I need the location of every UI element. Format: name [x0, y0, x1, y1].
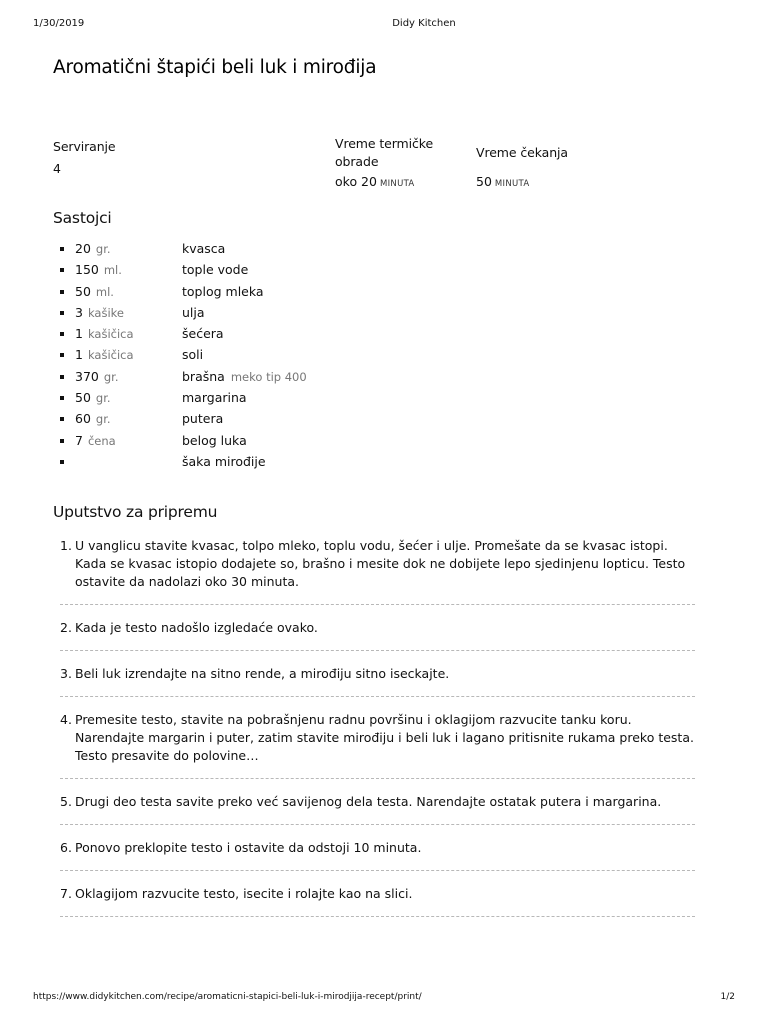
- servings-value: 4: [53, 161, 61, 176]
- ingredient-quantity: [75, 241, 111, 256]
- ingredient-unit: kašičica: [87, 348, 134, 363]
- ingredient-item: [60, 409, 460, 430]
- ingredient-amount: 3: [75, 304, 83, 320]
- ingredient-unit: ml.: [95, 284, 114, 299]
- cook-time-value: [335, 174, 415, 189]
- bullet-icon: [60, 396, 64, 400]
- ingredient-amount: 1: [75, 326, 83, 342]
- bullet-icon: [60, 332, 64, 336]
- step-number: 7.: [60, 886, 72, 901]
- ingredient-amount: 370: [75, 368, 99, 384]
- print-header-site: Didy Kitchen: [392, 18, 456, 29]
- ingredients-heading: Sastojci: [53, 209, 112, 227]
- bullet-icon: [60, 375, 64, 379]
- ingredient-amount: 50: [75, 283, 91, 299]
- ingredient-unit: gr.: [103, 369, 119, 384]
- ingredient-text: [182, 411, 229, 426]
- ingredient-text: [182, 369, 307, 384]
- ingredient-item: [60, 452, 460, 473]
- ingredient-text: [182, 284, 270, 299]
- ingredient-text: [182, 326, 230, 341]
- step-text: Drugi deo testa savite preko već savijenog dela testa. Narendajte ostatak putera i margarina.: [75, 794, 662, 809]
- ingredient-quantity: [75, 390, 111, 405]
- print-footer-page: 1/2: [720, 992, 735, 1002]
- ingredient-amount: 50: [75, 390, 91, 406]
- instructions-list: [60, 537, 695, 931]
- ingredient-item: [60, 282, 460, 303]
- ingredient-name: šećera: [182, 326, 224, 342]
- step-text: Premesite testo, stavite na pobrašnjenu radnu površinu i oklagijom razvucite tanku koru. Narendajte margarin i puter, zatim stavite mirođiju i beli luk i lagano pritisnite rukama preko testa. Testo presavite do polovine…: [75, 712, 694, 763]
- wait-time-value: [476, 174, 529, 189]
- wait-time-label: Vreme čekanja: [476, 145, 568, 160]
- ingredient-name: margarina: [182, 390, 247, 406]
- ingredient-quantity: [75, 305, 124, 320]
- ingredient-item: [60, 367, 460, 388]
- step-number: 6.: [60, 840, 72, 855]
- ingredient-unit: gr.: [95, 412, 111, 427]
- wait-time-amount: 50: [476, 174, 492, 189]
- ingredient-name: ulja: [182, 304, 205, 320]
- ingredient-text: [182, 390, 253, 405]
- ingredient-name: belog luka: [182, 432, 247, 448]
- instruction-step: [60, 839, 695, 871]
- ingredient-item: [60, 324, 460, 345]
- bullet-icon: [60, 311, 64, 315]
- ingredient-quantity: [75, 411, 111, 426]
- step-text: U vanglicu stavite kvasac, tolpo mleko, toplu vodu, šećer i ulje. Promešate da se kvasac istopi. Kada se kvasac istopio dodajete so, brašno i mesite dok ne dobijete lepo sjedinjenu lopticu. Testo ostavite da nadolazi oko 30 minuta.: [75, 538, 686, 589]
- ingredient-text: [182, 433, 253, 448]
- ingredient-note: meko tip 400: [230, 369, 307, 384]
- cook-time-unit: MINUTA: [379, 179, 415, 189]
- ingredient-item: [60, 388, 460, 409]
- step-number: 1.: [60, 538, 72, 553]
- ingredient-quantity: [75, 262, 122, 277]
- ingredient-item: [60, 303, 460, 324]
- ingredient-text: [182, 241, 231, 256]
- ingredient-unit: čena: [87, 433, 116, 448]
- step-number: 2.: [60, 620, 72, 635]
- ingredient-amount: 60: [75, 411, 91, 427]
- bullet-icon: [60, 290, 64, 294]
- cook-time-label: Vreme termičke obrade: [335, 136, 434, 169]
- wait-time-unit: MINUTA: [494, 179, 530, 189]
- step-number: 5.: [60, 794, 72, 809]
- instruction-step: [60, 793, 695, 825]
- recipe-title: Aromatični štapići beli luk i mirođija: [53, 57, 377, 78]
- ingredient-item: [60, 239, 460, 260]
- ingredient-unit: ml.: [103, 263, 122, 278]
- bullet-icon: [60, 353, 64, 357]
- print-footer-url[interactable]: https://www.didykitchen.com/recipe/aromaticni-stapici-beli-luk-i-mirodjija-recept/print/: [33, 992, 422, 1002]
- step-number: 4.: [60, 712, 72, 727]
- bullet-icon: [60, 439, 64, 443]
- ingredient-item: [60, 260, 460, 281]
- ingredient-quantity: [75, 284, 114, 299]
- ingredient-name: šaka mirođije: [182, 453, 266, 469]
- ingredient-name: brašna: [182, 368, 225, 384]
- instruction-step: [60, 619, 695, 651]
- ingredient-quantity: [75, 369, 119, 384]
- ingredient-quantity: [75, 433, 116, 448]
- bullet-icon: [60, 268, 64, 272]
- ingredient-quantity: [75, 454, 80, 469]
- bullet-icon: [60, 417, 64, 421]
- step-text: Oklagijom razvucite testo, isecite i rolajte kao na slici.: [75, 886, 413, 901]
- instruction-step: [60, 885, 695, 917]
- step-text: Kada je testo nadošlo izgledaće ovako.: [75, 620, 318, 635]
- cook-time-amount: oko 20: [335, 174, 377, 189]
- ingredient-text: [182, 347, 209, 362]
- ingredient-unit: gr.: [95, 242, 111, 256]
- ingredient-amount: 7: [75, 432, 83, 448]
- ingredient-name: putera: [182, 411, 224, 427]
- ingredient-unit: kašičica: [87, 327, 134, 342]
- ingredient-unit: gr.: [95, 391, 111, 406]
- instruction-step: [60, 711, 695, 779]
- instructions-heading: Uputstvo za pripremu: [53, 503, 218, 521]
- print-header-date: 1/30/2019: [33, 18, 85, 29]
- ingredient-name: soli: [182, 347, 204, 363]
- step-number: 3.: [60, 666, 72, 681]
- step-text: Ponovo preklopite testo i ostavite da odstoji 10 minuta.: [75, 840, 422, 855]
- ingredient-text: [182, 262, 254, 277]
- instruction-step: [60, 537, 695, 605]
- ingredient-amount: 20: [75, 241, 91, 256]
- step-text: Beli luk izrendajte na sitno rende, a mirođiju sitno iseckajte.: [75, 666, 450, 681]
- ingredients-list: [60, 239, 460, 473]
- ingredient-name: tople vode: [182, 262, 249, 278]
- ingredient-amount: 1: [75, 347, 83, 363]
- ingredient-name: kvasca: [182, 241, 226, 256]
- ingredient-unit: kašike: [87, 305, 124, 320]
- ingredient-quantity: [75, 347, 134, 362]
- instruction-step: [60, 665, 695, 697]
- ingredient-quantity: [75, 326, 134, 341]
- servings-label: Serviranje: [53, 139, 116, 154]
- ingredient-name: toplog mleka: [182, 283, 264, 299]
- ingredient-item: [60, 345, 460, 366]
- ingredient-amount: 150: [75, 262, 99, 278]
- bullet-icon: [60, 247, 64, 251]
- ingredient-item: [60, 431, 460, 452]
- bullet-icon: [60, 460, 64, 464]
- ingredient-text: [182, 305, 211, 320]
- ingredient-text: [182, 454, 272, 469]
